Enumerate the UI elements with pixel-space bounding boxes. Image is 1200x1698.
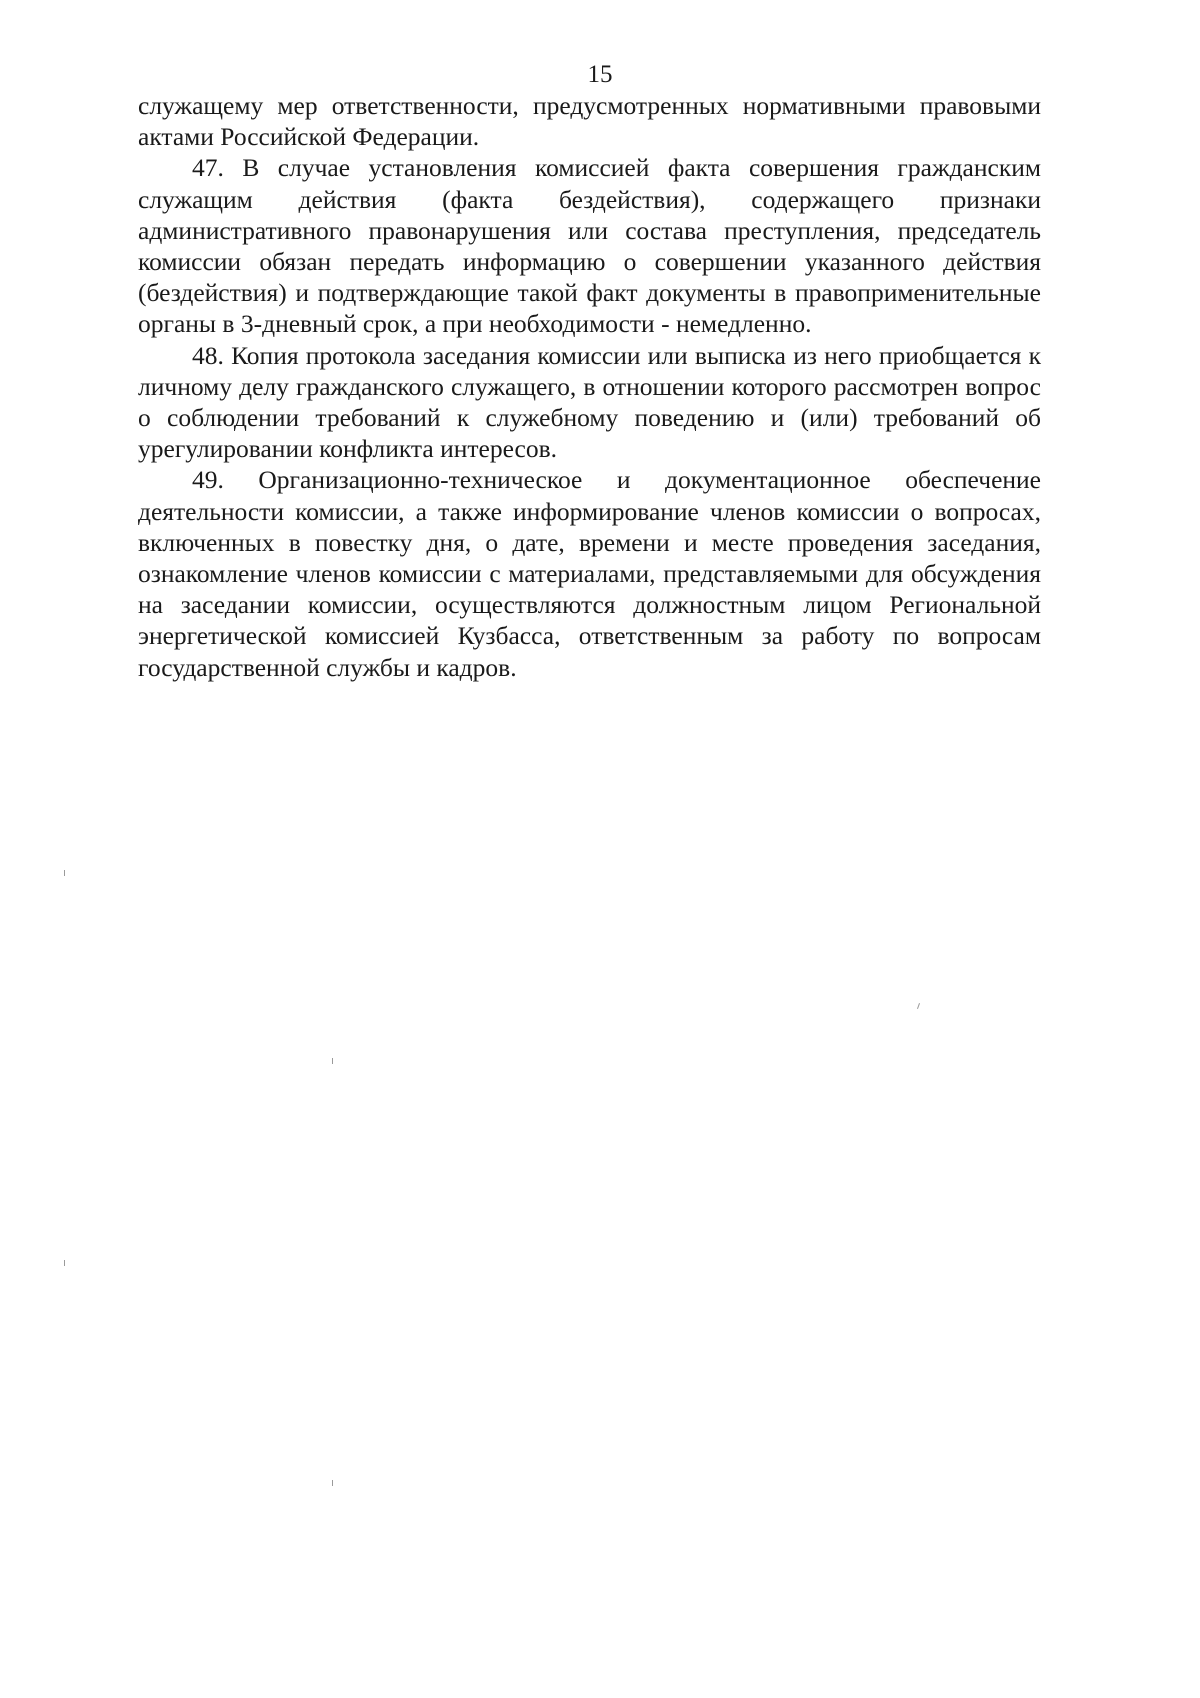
page-number: 15	[587, 61, 613, 88]
scan-speck	[332, 1480, 333, 1486]
scan-speck	[64, 870, 65, 876]
scan-speck	[64, 1260, 65, 1266]
paragraph-49: 49. Организационно-техническое и документационное обеспечение деятельности комиссии, а также информирование членов комиссии о вопросах, включенных в повестку дня, о дате, времени и месте проведения заседания, ознакомление членов комиссии с материалами, представляемыми для обсуждения на заседании комиссии, осуществляются должностным лицом Региональной энергетической комиссией Кузбасса, ответственным за работу по вопросам государственной службы и кадров.	[138, 465, 1041, 682]
paragraph-48: 48. Копия протокола заседания комиссии или выписка из него приобщается к личному делу гражданского служащего, в отношении которого рассмотрен вопрос о соблюдении требований к служебному поведению и (или) требований об урегулировании конфликта интересов.	[138, 340, 1041, 464]
document-body	[138, 90, 1041, 683]
scan-speck	[332, 1058, 333, 1064]
paragraph-47: 47. В случае установления комиссией факта совершения гражданским служащим действия (факта бездействия), содержащего признаки административного правонарушения или состава преступления, председатель комиссии обязан передать информацию о совершении указанного действия (бездействия) и подтверждающие такой факт документы в правоприменительные органы в 3-дневный срок, а при необходимости - немедленно.	[138, 153, 1041, 339]
paragraph-continuation: служащему мер ответственности, предусмотренных нормативными правовыми актами Российской Федерации.	[138, 91, 1041, 152]
scan-speck	[917, 1003, 920, 1009]
